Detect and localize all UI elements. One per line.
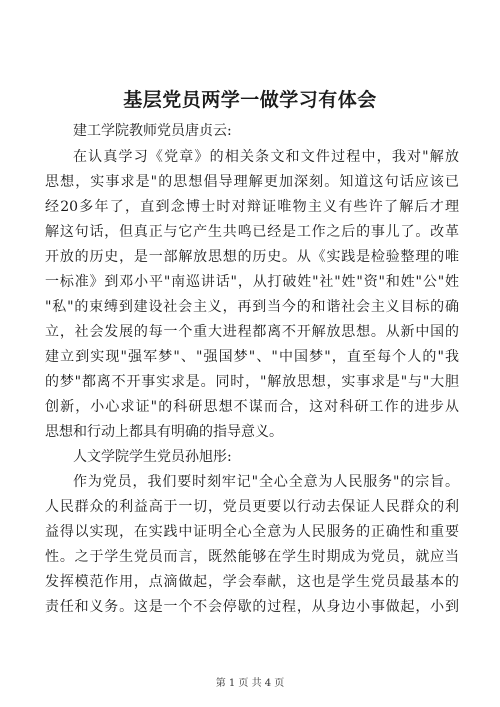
paragraph-line: 益得以实现，在实践中证明全心全意为人民服务的正确性和重要 [45,524,459,540]
document-title: 基层党员两学一做学习有体会 [123,89,377,111]
paragraph-line: 责任和义务。这是一个不会停歇的过程，从身边小事做起，小到 [45,599,459,615]
paragraph-line: 立，社会发展的每一个重大进程都离不开解放思想。从新中国的 [45,324,459,340]
paragraph-line: 建立到实现"强军梦"、"强国梦"、"中国梦"，直至每个人的"我 [45,349,459,365]
paragraph-line: 思想，实事求是"的思想倡导理解更加深刻。知道这句话应该已 [45,174,459,190]
paragraph-line: 的梦"都离不开事实求是。同时，"解放思想，实事求是"与"大胆 [45,374,459,390]
section2-author: 人文学院学生党员孙旭彤: [73,449,232,465]
page-number-footer: 第 1 页 共 4 页 [215,678,285,689]
paragraph-line: 一标准》到邓小平"南巡讲话"，从打破姓"社"姓"资"和姓"公"姓 [45,274,459,290]
paragraph-line: 开放的历史，是一部解放思想的历史。从《实践是检验整理的唯 [45,249,459,265]
paragraph-line: 性。之于学生党员而言，既然能够在学生时期成为党员，就应当 [45,549,459,565]
paragraph-line: 解这句话，但真正与它产生共鸣已经是工作之后的事儿了。改革 [45,224,459,240]
paragraph-line: 发挥模范作用，点滴做起，学会奉献，这也是学生党员最基本的 [45,574,459,590]
paragraph-line: 经20多年了，直到念博士时对辩证唯物主义有些许了解后才理 [45,199,459,215]
paragraph-line: "私"的束缚到建设社会主义，再到当今的和谐社会主义目标的确 [45,299,459,315]
paragraph-line: 思想和行动上都具有明确的指导意义。 [45,424,283,440]
paragraph-line: 作为党员，我们要时刻牢记"全心全意为人民服务"的宗旨。 [73,474,459,490]
paragraph-line: 在认真学习《党章》的相关条文和文件过程中，我对"解放 [73,149,459,165]
section1-author: 建工学院教师党员唐贞云: [73,123,232,139]
paragraph-line: 创新，小心求证"的科研思想不谋而合，这对科研工作的进步从 [45,399,459,415]
paragraph-line: 人民群众的利益高于一切，党员更要以行动去保证人民群众的利 [45,499,459,515]
